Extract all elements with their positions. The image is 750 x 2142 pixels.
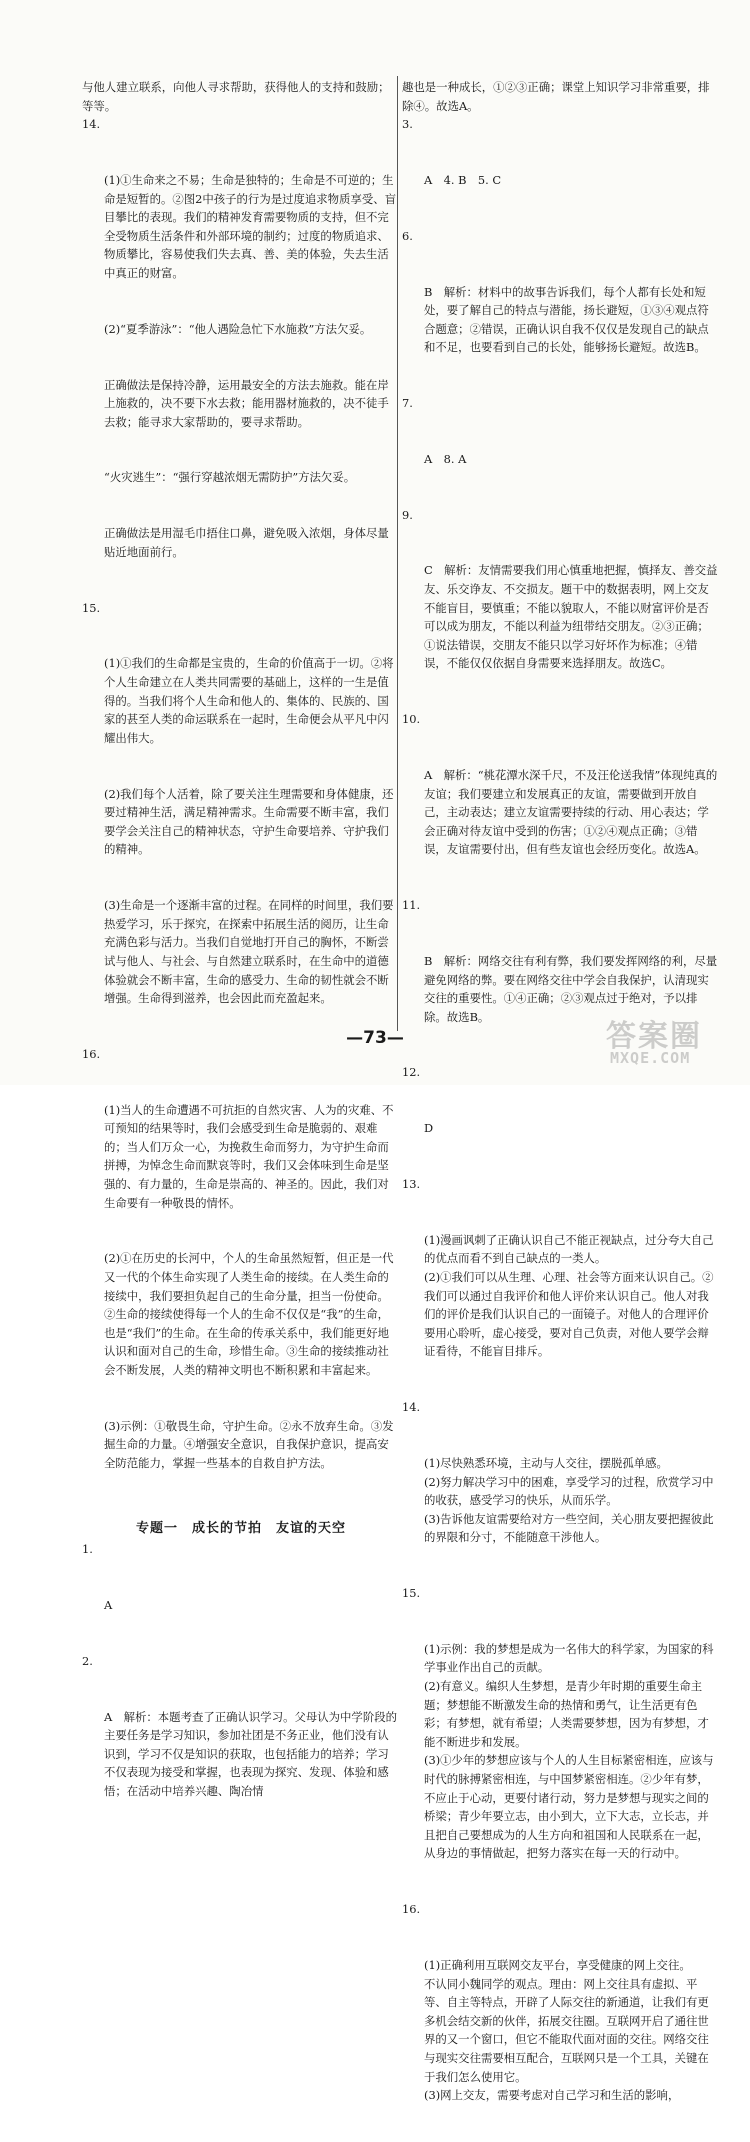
q16-part1: (1)当人的生命遭遇不可抗拒的自然灾害、人为的灾难、不可预知的结果等时，我们会感受到生命是脆弱的、艰难的；当人们万众一心，为挽救生命而努力，为守护生命而拼搏，为悼念生命而默哀等时，我们又会体味到生命是坚强的、有力量的，生命是崇高的、神圣的。因此，我们对生命要有一种敬畏的情怀。	[104, 1102, 394, 1210]
answer-number: 2.	[82, 1653, 93, 1668]
watermark-url: MXQE.COM	[610, 1049, 691, 1067]
answer-text: A	[104, 1598, 113, 1613]
question-number: 15.	[82, 600, 101, 615]
column-divider	[397, 76, 398, 1031]
answer-number: 16.	[402, 1902, 421, 1917]
answer-text: D	[424, 1121, 434, 1136]
watermark-logo	[606, 1011, 736, 1071]
left-column	[82, 78, 400, 1838]
answer-text: A 解析：“桃花潭水深千尺，不及汪伦送我情”体现纯真的友谊；我们要建立和发展真正的友谊，需要做到开放自己，主动表达；建立友谊需要持续的行动、用心表达；学会正确对待友谊中受到的伤害；①②④观点正确；③错误，友谊需要付出，但有些友谊也会经历变化。故选A。	[424, 767, 718, 857]
answer-6	[402, 227, 720, 394]
q14-part1: (1)①生命来之不易；生命是独特的；生命是不可逆的；生命是短暂的。②图2中孩子的行为是过度追求物质享受、盲目攀比的表现。我们的精神发育需要物质的支持，但不完全受物质生活条件和外部环境的制约；过度的物质追求、物质攀比，容易使我们失去真、善、美的体验，失去生活中真正的财富。	[104, 172, 397, 280]
answer-number: 6.	[402, 228, 413, 243]
answer-number: 7.	[402, 396, 413, 411]
q14-part4: “火灾逃生”：“强行穿越浓烟无需防护”方法欠妥。	[104, 470, 356, 485]
answer-text: C 解析：友情需要我们用心慎重地把握，慎择友、善交益友、乐交诤友、不交损友。题干中的数据表明，网上交友不能盲目，要慎重；不能以貌取人，不能以财富评价是否可以成为朋友，不能以利益为纽带结交朋友。②③正确；①说法错误，交朋友不能只以学习好坏作为标准；④错误，不能仅仅依据自身需要来选择朋友。故选C。	[424, 563, 718, 671]
page-number: —73—	[346, 1028, 404, 1048]
q16-part3: (3)示例：①敬畏生命，守护生命。②永不放弃生命。③发掘生命的力量。④增强安全意识，自我保护意识，提高安全防范能力，掌握一些基本的自救自护方法。	[104, 1418, 394, 1470]
answer-13	[402, 1175, 720, 1398]
answer-text: B 解析：网络交往有利有弊，我们要发挥网络的利，尽量避免网络的弊。要在网络交往中学会自我保护，认清现实交往的重要性。①④正确；②③观点过于绝对，予以排除。故选B。	[424, 953, 718, 1024]
answer-1	[82, 1540, 400, 1652]
answer-2	[82, 1652, 400, 1838]
answer-number: 9.	[402, 507, 413, 522]
q16-part2: (2)①在历史的长河中，个人的生命虽然短暂，但正是一代又一代的个体生命实现了人类生命的接续。在人类生命的接续中，我们要担负起自己的生命分量，担当一份使命。②生命的接续使得每一个人的生命不仅仅是“我”的生命，也是“我们”的生命。在生命的传承关系中，我们能更好地认识和面对自己的生命，珍惜生命。③生命的接续推动社会不断发展，人类的精神文明也不断积累和丰富起来。	[104, 1251, 394, 1377]
q14-part3: 正确做法是保持冷静，运用最安全的方法去施救。能在岸上施救的，决不要下水去救；能用器材施救的，决不徒手去救；能寻求大家帮助的，要寻求帮助。	[104, 377, 389, 429]
section-title: 专题一 成长的节拍 友谊的天空	[135, 1520, 346, 1536]
question-number: 14.	[82, 117, 101, 132]
answer-text: A 解析：本题考查了正确认识学习。父母认为中学阶段的主要任务是学习知识，参加社团是不务正业，他们没有认识到，学习不仅是知识的获取，也包括能力的培养；学习不仅表现为接受和掌握，也表现为探究、发现、体验和感悟；在活动中培养兴趣、陶冶情	[104, 1709, 397, 1799]
right-column	[402, 78, 720, 2142]
watermark-text: 答案圈	[606, 1019, 702, 1054]
answer-number: 10.	[402, 712, 421, 727]
answer-text: A 4. B 5. C	[424, 172, 502, 187]
answer-12	[402, 1063, 720, 1175]
q15-part2: (2)我们每个人活着，除了要关注生理需要和身体健康，还要过精神生活，满足精神需求。生命需要不断丰富，我们要学会关注自己的精神状态，守护生命要培养、守护我们的精神。	[104, 786, 394, 857]
answer-text: (1)正确利用互联网交友平台，享受健康的网上交往。 不认同小魏同学的观点。理由：网上交往具有虚拟、平等、自主等特点，开辟了人际交往的新通道，让我们有更多机会结交新的伙伴，拓展交往圈。互联网开启了通往世界的又一个窗口，但它不能取代面对面的交往。网络交往与现实交往需要相互配合，互联网只是一个工具，关键在于我们怎么使用它。 (3)网上交友，需要考虑对自己学习和生活的影响，	[424, 1957, 709, 2103]
answer-text: (1)漫画讽刺了正确认识自己不能正视缺点，过分夸大自己的优点而看不到自己缺点的一类人。 (2)①我们可以从生理、心理、社会等方面来认识自己。②我们可以通过自我评价和他人评价来认识自己。他人对我们的评价是我们认识自己的一面镜子。对他人的合理评价要用心聆听，虚心接受，要对自己负责，对他人要学会辩证看待，不能盲目排斥。	[424, 1232, 714, 1359]
answer-9	[402, 506, 720, 711]
answer-10	[402, 710, 720, 896]
answer-16	[402, 1900, 720, 2142]
q15-part3: (3)生命是一个逐渐丰富的过程。在同样的时间里，我们要热爱学习，乐于探究，在探索中拓展生活的阅历，让生命充满色彩与活力。当我们自觉地打开自己的胸怀，不断尝试与他人、与社会、与自然建立联系时，在生命中的道德体验就会不断丰富，生命的感受力、生命的韧性就会不断增强。生命得到滋养，也会因此而充盈起来。	[104, 898, 394, 1006]
left-lead-text: 与他人建立联系，向他人寻求帮助，获得他人的支持和鼓励；等等。	[82, 80, 390, 113]
answer-number: 1.	[82, 1542, 93, 1557]
q14-part5: 正确做法是用湿毛巾捂住口鼻，避免吸入浓烟，身体尽量贴近地面前行。	[104, 526, 389, 559]
answer-number: 12.	[402, 1065, 421, 1080]
q14-part2: (2)“夏季游泳”：“他人遇险急忙下水施救”方法欠妥。	[104, 321, 372, 336]
answer-number: 14.	[402, 1400, 421, 1415]
answer-14	[402, 1398, 720, 1584]
q15-part1: (1)①我们的生命都是宝贵的，生命的价值高于一切。②将个人生命建立在人类共同需要的基础上，这样的一生是值得的。当我们将个人生命和他人的、集体的、民族的、国家的甚至人类的命运联系在一起时，生命便会从平凡中闪耀出伟大。	[104, 656, 394, 745]
answer-text: A 8. A	[424, 451, 467, 466]
answer-text: B 解析：材料中的故事告诉我们，每个人都有长处和短处，要了解自己的特点与潜能，扬长避短，①③④观点符合题意；②错误，正确认识自我不仅仅是发现自己的缺点和不足，也要看到自己的长处，能够扬长避短。故选B。	[424, 284, 709, 355]
question-number: 16.	[82, 1046, 101, 1061]
answer-text: (1)示例：我的梦想是成为一名伟大的科学家，为国家的科学事业作出自己的贡献。 (2)有意义。编织人生梦想，是青少年时期的重要生命主题；梦想能不断激发生命的热情和勇气，让生活更有色彩；有梦想，就有希望；人类需要梦想，因为有梦想，才能不断进步和发展。 (3)①少年的梦想应该与个人的人生目标紧密相连，应该与时代的脉搏紧密相连，与中国梦紧密相连。②少年有梦，不应止于心动，更要付诸行动，努力是梦想与现实之间的桥梁；青少年要立志，由小到大，立下大志，立长志，并且把自己要想成为的人生方向和祖国和人民联系在一起，从身边的事情做起，把努力落实在每一天的行动中。	[424, 1641, 714, 1861]
answer-text: (1)尽快熟悉环境，主动与人交往，摆脱孤单感。 (2)努力解决学习中的困难，享受学习的过程，欣赏学习中的收获，感受学习的快乐，从而乐学。 (3)告诉他友谊需要给对方一些空间，关心朋友要把握彼此的界限和分寸，不能随意干涉他人。	[424, 1455, 714, 1545]
question-14	[82, 115, 400, 598]
question-15	[82, 599, 400, 1045]
answer-number: 11.	[402, 898, 421, 913]
answer-3	[402, 115, 720, 227]
answer-number: 13.	[402, 1177, 421, 1192]
answer-7	[402, 394, 720, 506]
answer-15	[402, 1584, 720, 1900]
right-lead-text: 趣也是一种成长，①②③正确；课堂上知识学习非常重要，排除④。故选A。	[402, 80, 710, 113]
answer-number: 15.	[402, 1586, 421, 1601]
answer-number: 3.	[402, 117, 413, 132]
question-16	[82, 1045, 400, 1510]
